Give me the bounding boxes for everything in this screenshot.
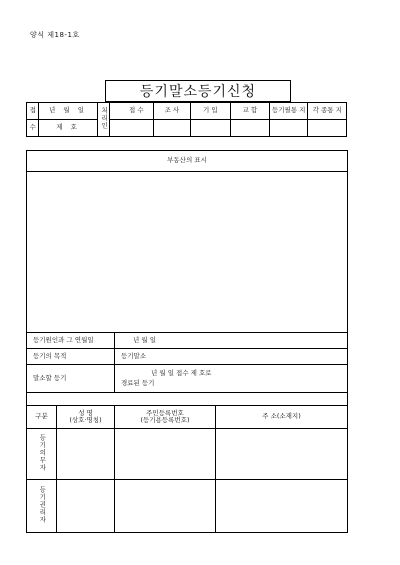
cell-received[interactable] [120, 120, 153, 137]
party-address-header: 주 소(소재지) [216, 406, 348, 429]
obligor-label: 등기의무자 [27, 429, 57, 480]
cell-various-notice[interactable] [308, 120, 347, 137]
cell-survey[interactable] [153, 120, 190, 137]
property-header: 부동산의 표시 [27, 151, 348, 172]
receipt-number: 제 호 [39, 120, 97, 137]
cancel-registration-field[interactable] [115, 365, 348, 393]
col-collation: 교 합 [230, 103, 269, 120]
reception-date: 년 월 일 [39, 103, 97, 120]
holder-name-field[interactable] [57, 480, 115, 533]
col-received: 접 수 [120, 103, 153, 120]
form-title: 등기말소등기신청 [105, 80, 291, 102]
party-name-header: 성 명 (상호·명칭) [57, 406, 115, 429]
purpose-label: 등기의 목적 [27, 349, 115, 365]
col-entry: 기 입 [191, 103, 230, 120]
blank-row [27, 393, 348, 406]
property-description-field[interactable] [27, 172, 348, 333]
cell-entry[interactable] [191, 120, 230, 137]
holder-id-field[interactable] [115, 480, 216, 533]
receipt-number-label: 수 [27, 120, 39, 137]
reception-label: 접 [27, 103, 39, 120]
reception-table [26, 102, 347, 137]
cell-notice-complete[interactable] [270, 120, 308, 137]
obligor-address-field[interactable] [216, 429, 348, 480]
col-notice-complete: 등기필통 지 [270, 103, 308, 120]
holder-address-field[interactable] [216, 480, 348, 533]
party-id-header: 주민등록번호 (등기용등록번호) [115, 406, 216, 429]
col-various-notice: 각 종통 지 [308, 103, 347, 120]
col-survey: 조 사 [153, 103, 190, 120]
cause-date-field[interactable]: 년 월 일 [115, 333, 348, 349]
application-table [26, 150, 348, 533]
cell-collation[interactable] [230, 120, 269, 137]
obligor-id-field[interactable] [115, 429, 216, 480]
holder-label: 등기권리자 [27, 480, 57, 533]
cause-label: 등기원인과 그 연월일 [27, 333, 115, 349]
party-kind-header: 구분 [27, 406, 57, 429]
obligor-name-field[interactable] [57, 429, 115, 480]
handler-label: 처리인 [97, 103, 109, 137]
purpose-value: 등기말소 [115, 349, 348, 365]
cancel-label: 말소할 등기 [27, 365, 115, 393]
cancel-line-1: 년 월 일 접수 제 호로 [151, 368, 212, 377]
cancel-line-2: 경료된 등기 [121, 379, 155, 387]
form-number: 양식 제18-1호 [30, 31, 80, 39]
